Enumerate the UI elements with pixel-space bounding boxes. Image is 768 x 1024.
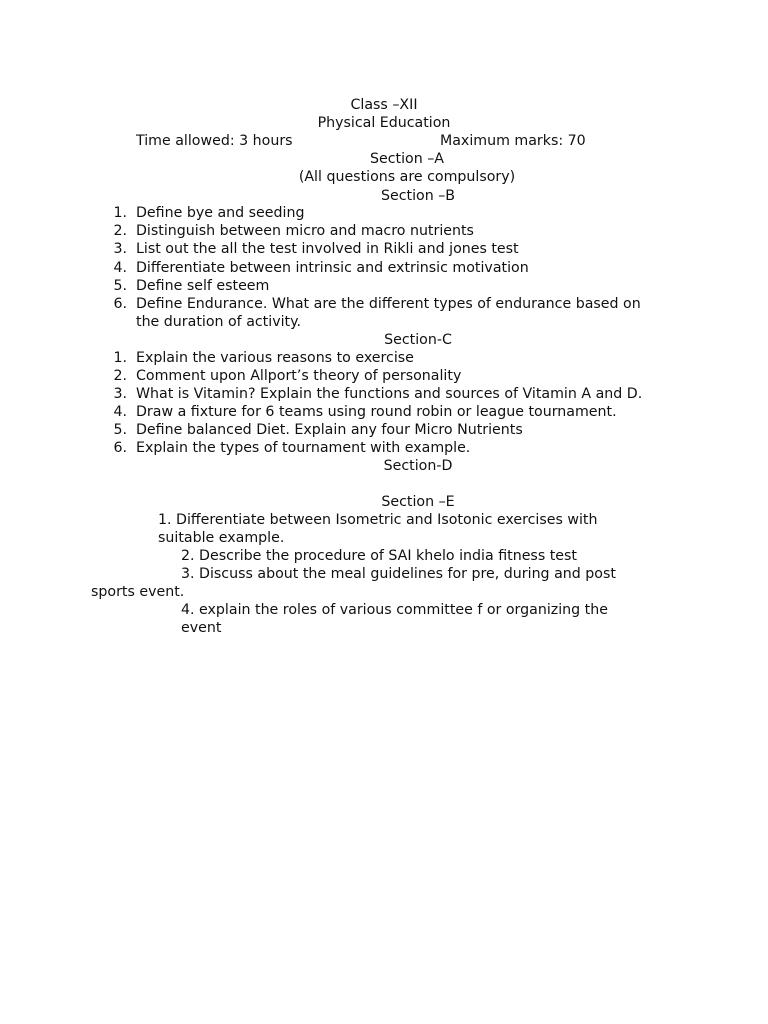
list-item-number: 5.	[113, 422, 127, 438]
list-item: Explain the types of tournament with example.	[136, 440, 471, 456]
section-e-question-4: 4. explain the roles of various committee f or organizing the	[181, 602, 608, 618]
list-item-number: 1.	[113, 350, 127, 366]
section-e-heading: Section –E	[381, 494, 455, 510]
list-item-number: 3.	[113, 241, 127, 257]
section-e-question-1: 1. Differentiate between Isometric and Isotonic exercises with	[158, 512, 598, 528]
section-a-heading: Section –A	[369, 151, 445, 167]
section-e-question-1-continuation: suitable example.	[158, 530, 285, 546]
list-item-number: 2.	[113, 223, 127, 239]
list-item: Define balanced Diet. Explain any four Micro Nutrients	[136, 422, 523, 438]
list-item: Comment upon Allport’s theory of personality	[136, 368, 462, 384]
list-item: Define self esteem	[136, 278, 270, 294]
time-allowed: Time allowed: 3 hours	[136, 133, 293, 149]
list-item: What is Vitamin? Explain the functions and sources of Vitamin A and D.	[136, 386, 643, 402]
list-item: Explain the various reasons to exercise	[136, 350, 414, 366]
list-item-number: 1.	[113, 205, 127, 221]
list-item-number: 5.	[113, 278, 127, 294]
section-d-heading: Section-D	[383, 458, 453, 474]
list-item: Differentiate between intrinsic and extrinsic motivation	[136, 260, 529, 276]
list-item-number: 3.	[113, 386, 127, 402]
section-e-question-2: 2. Describe the procedure of SAI khelo india fitness test	[181, 548, 577, 564]
list-item-number: 6.	[113, 296, 127, 312]
list-item-number: 6.	[113, 440, 127, 456]
list-item: Define bye and seeding	[136, 205, 305, 221]
section-e-question-4-continuation: event	[181, 620, 222, 636]
section-e-question-3-continuation: sports event.	[91, 584, 185, 600]
maximum-marks: Maximum marks: 70	[440, 133, 586, 149]
list-item: Draw a fixture for 6 teams using round robin or league tournament.	[136, 404, 617, 420]
list-item: List out the all the test involved in Rikli and jones test	[136, 241, 519, 257]
subject-heading: Physical Education	[317, 115, 451, 131]
class-heading: Class –XII	[350, 97, 418, 113]
list-item-number: 2.	[113, 368, 127, 384]
list-item-number: 4.	[113, 404, 127, 420]
list-item: Define Endurance. What are the different types of endurance based on	[136, 296, 641, 312]
list-item-continuation: the duration of activity.	[136, 314, 301, 330]
compulsory-note: (All questions are compulsory)	[298, 169, 516, 185]
list-item-number: 4.	[113, 260, 127, 276]
list-item: Distinguish between micro and macro nutrients	[136, 223, 474, 239]
section-e-question-3: 3. Discuss about the meal guidelines for pre, during and post	[181, 566, 616, 582]
section-c-heading: Section-C	[384, 332, 452, 348]
section-b-heading: Section –B	[380, 188, 456, 204]
